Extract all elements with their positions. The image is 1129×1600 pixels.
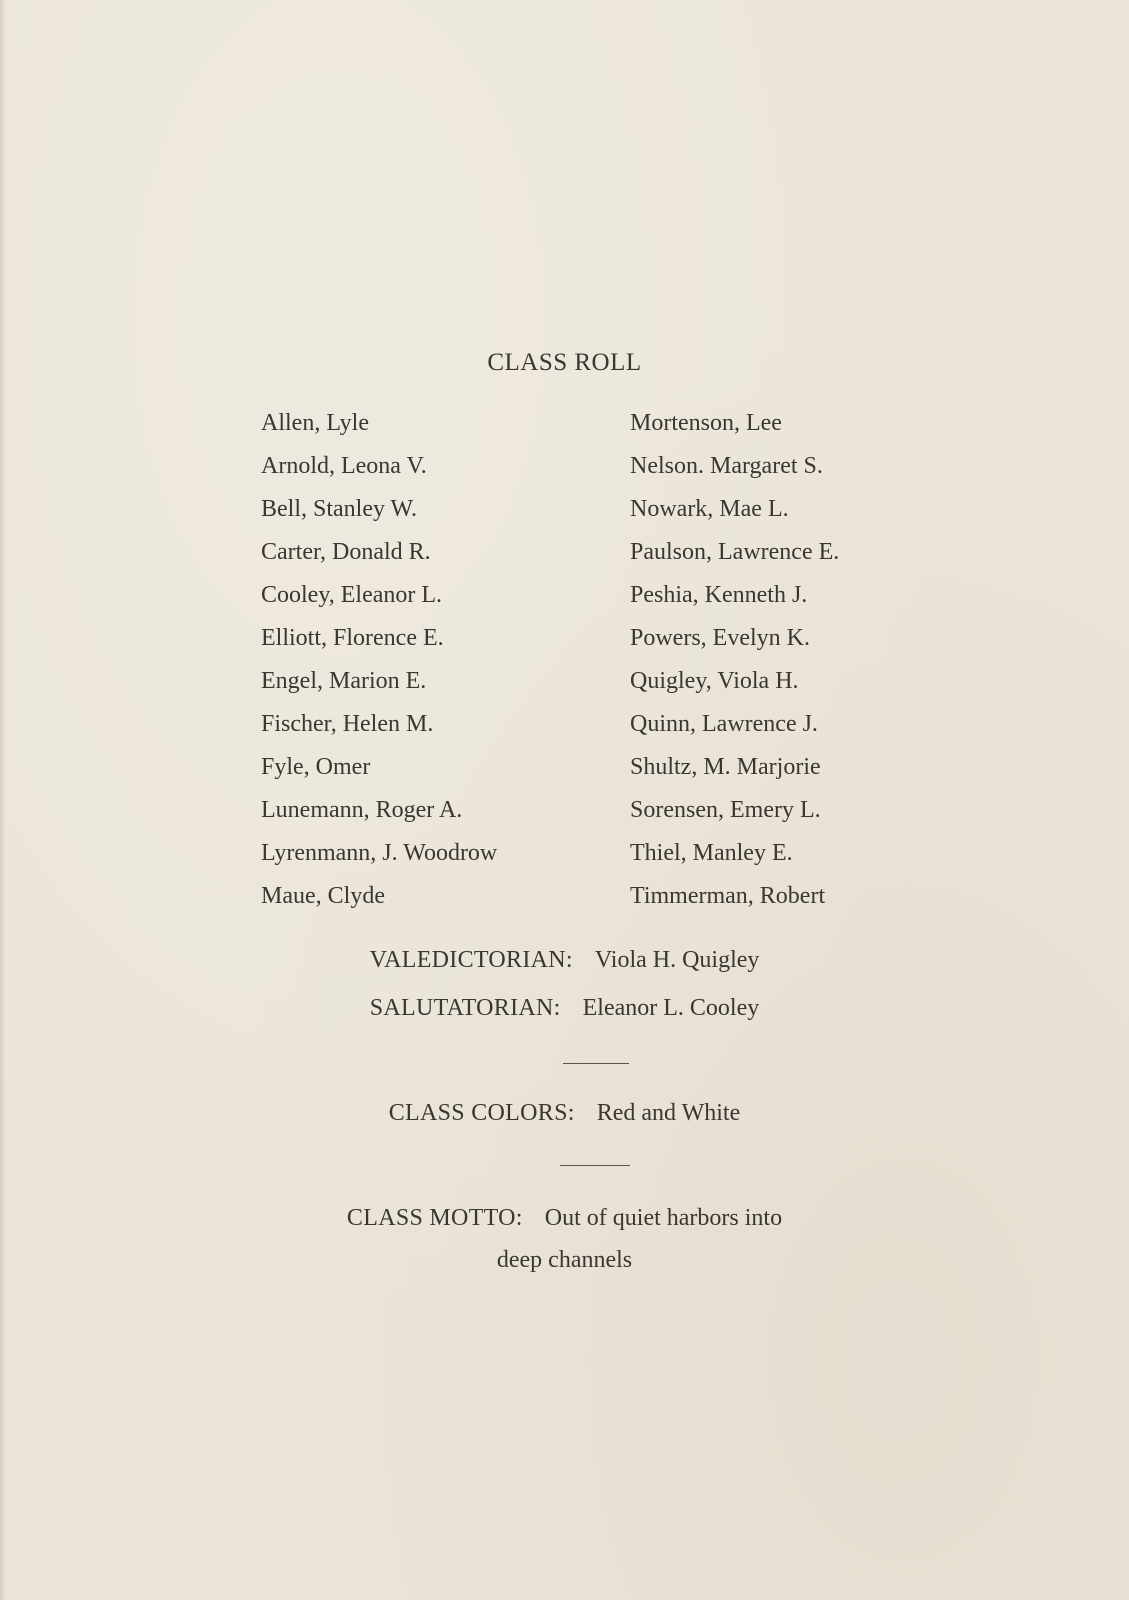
class-motto-line bbox=[0, 1203, 1129, 1233]
student-name: Paulson, Lawrence E. bbox=[630, 539, 840, 565]
class-motto-continuation: deep channels bbox=[496, 1247, 633, 1273]
student-name: Nelson. Margaret S. bbox=[630, 453, 823, 479]
student-name: Fyle, Omer bbox=[261, 754, 371, 780]
student-name: Nowark, Mae L. bbox=[630, 496, 789, 522]
student-name: Carter, Donald R. bbox=[261, 539, 431, 565]
class-colors-value: Red and White bbox=[596, 1100, 741, 1126]
valedictorian-label: VALEDICTORIAN: bbox=[369, 947, 573, 973]
class-roll-right-column bbox=[630, 408, 839, 924]
page-edge bbox=[0, 0, 6, 1600]
class-colors-label: CLASS COLORS: bbox=[388, 1100, 575, 1126]
student-name: Fischer, Helen M. bbox=[261, 711, 434, 737]
student-name: Quigley, Viola H. bbox=[630, 668, 799, 694]
salutatorian-name: Eleanor L. Cooley bbox=[582, 995, 760, 1021]
student-name: Powers, Evelyn K. bbox=[630, 625, 810, 651]
student-name: Allen, Lyle bbox=[261, 410, 369, 436]
student-name: Bell, Stanley W. bbox=[261, 496, 417, 522]
student-name: Maue, Clyde bbox=[261, 883, 385, 909]
student-name: Shultz, M. Marjorie bbox=[630, 754, 821, 780]
student-name: Quinn, Lawrence J. bbox=[630, 711, 818, 737]
class-roll-heading: CLASS ROLL bbox=[487, 349, 642, 376]
valedictorian-line bbox=[0, 945, 1129, 975]
salutatorian-label: SALUTATORIAN: bbox=[369, 995, 561, 1021]
class-colors-line bbox=[0, 1098, 1129, 1128]
student-name: Timmerman, Robert bbox=[630, 883, 826, 909]
salutatorian-line bbox=[0, 993, 1129, 1023]
class-roll-left-column bbox=[261, 408, 497, 924]
valedictorian-name: Viola H. Quigley bbox=[594, 947, 760, 973]
student-name: Cooley, Eleanor L. bbox=[261, 582, 443, 608]
divider-rule bbox=[563, 1063, 629, 1064]
student-name: Engel, Marion E. bbox=[261, 668, 427, 694]
student-name: Peshia, Kenneth J. bbox=[630, 582, 808, 608]
student-name: Mortenson, Lee bbox=[630, 410, 782, 436]
student-name: Lyrenmann, J. Woodrow bbox=[261, 840, 498, 866]
student-name: Arnold, Leona V. bbox=[261, 453, 427, 479]
class-motto-label: CLASS MOTTO: bbox=[346, 1205, 523, 1231]
student-name: Thiel, Manley E. bbox=[630, 840, 793, 866]
student-name: Sorensen, Emery L. bbox=[630, 797, 821, 823]
class-motto-text: Out of quiet harbors into bbox=[544, 1205, 783, 1231]
divider-rule bbox=[560, 1165, 630, 1166]
student-name: Elliott, Florence E. bbox=[261, 625, 444, 651]
student-name: Lunemann, Roger A. bbox=[261, 797, 463, 823]
